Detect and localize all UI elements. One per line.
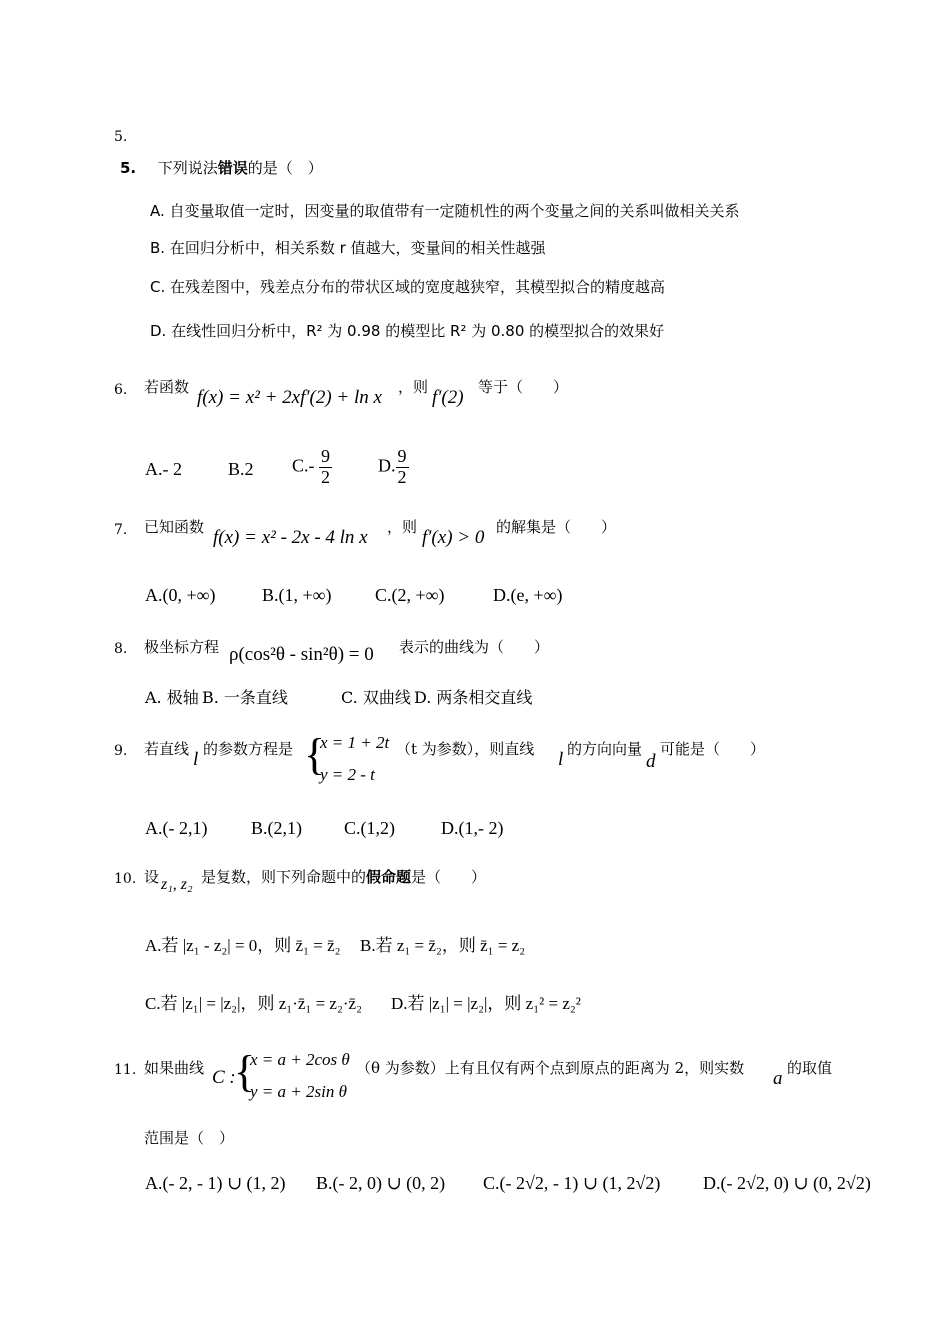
q9-eq1: x = 1 + 2t xyxy=(320,733,390,752)
q6-target: f′(2) xyxy=(432,387,464,408)
q9-stem-prefix: 若直线 xyxy=(144,740,190,758)
q11-equation-system xyxy=(234,1047,354,1112)
q11-option-c: C.(- 2√2, - 1) ∪ (1, 2√2) xyxy=(483,1173,661,1193)
q11-option-a: A.(- 2, - 1) ∪ (1, 2) xyxy=(145,1173,286,1193)
q9-eq2: y = 2 - t xyxy=(320,765,375,784)
q7-suffix: 的解集是（ ） xyxy=(496,518,617,536)
q11-stem-prefix: 如果曲线 xyxy=(144,1059,205,1077)
q9-stem-mid: 的参数方程是 xyxy=(203,740,294,758)
q8-formula: ρ(cos²θ - sin²θ) = 0 xyxy=(229,644,374,665)
q10-stem xyxy=(201,870,486,885)
q8-option-d: D. 两条相交直线 xyxy=(414,688,533,707)
q8-number: 8. xyxy=(114,641,128,657)
q11-line2: 范围是（ ） xyxy=(144,1129,235,1147)
q10-stem-emph: 假命题 xyxy=(366,868,412,886)
q6-option-c-fraction xyxy=(319,447,332,488)
q8-option-c: C. 双曲线 xyxy=(341,688,411,707)
q9-number: 9. xyxy=(114,743,128,759)
q11-var: a xyxy=(773,1068,783,1089)
q7-formula: f(x) = x² - 2x - 4 ln x xyxy=(213,527,368,548)
q10-option-b: B.若 z₁ = z̄₂，则 z̄₁ = z₂ xyxy=(360,936,526,955)
q9-suffix: 可能是（ ） xyxy=(660,740,766,758)
q5-stray-number: 5. xyxy=(114,129,128,145)
q6-option-d xyxy=(378,447,409,488)
q6-stem-prefix: 若函数 xyxy=(144,378,190,396)
q6-option-d-fraction xyxy=(396,447,409,488)
q10-number: 10. xyxy=(114,871,137,887)
q10-option-d: D.若 |z₁| = |z₂|，则 z₁² = z₂² xyxy=(391,994,581,1013)
q6-option-d-label: D. xyxy=(378,455,396,476)
q11-number: 11. xyxy=(114,1062,137,1078)
q11-suffix: 的取值 xyxy=(787,1059,833,1077)
q7-mid: ，则 xyxy=(387,518,418,536)
q7-option-c: C.(2, +∞) xyxy=(375,585,445,605)
q10-vars: z₁, z₂ xyxy=(161,876,193,893)
q9-option-c: C.(1,2) xyxy=(344,818,395,838)
q7-option-b: B.(1, +∞) xyxy=(262,585,332,605)
q5-stem-before: 下列说法 xyxy=(157,159,218,177)
q5-option-b: B. 在回归分析中，相关系数 r 值越大，变量间的相关性越强 xyxy=(150,239,546,257)
q10-option-c: C.若 |z₁| = |z₂|，则 z₁·z̄₁ = z₂·z̄₂ xyxy=(145,994,363,1013)
q5-number: 5. xyxy=(120,159,137,177)
q6-option-b: B.2 xyxy=(228,459,254,479)
q5-stem-emph: 错误 xyxy=(217,159,248,177)
q6-number: 6. xyxy=(114,382,128,398)
q8-option-a: A. 极轴 xyxy=(145,688,199,707)
q7-stem-prefix: 已知函数 xyxy=(144,518,205,536)
q6-option-c-den: 2 xyxy=(321,466,330,487)
q11-param-note: （θ 为参数）上有且仅有两个点到原点的距离为 2，则实数 xyxy=(356,1059,745,1077)
q8-stem-prefix: 极坐标方程 xyxy=(144,638,220,656)
q9-option-a: A.(- 2,1) xyxy=(145,818,208,838)
q6-option-c xyxy=(292,447,332,488)
q7-number: 7. xyxy=(114,522,128,538)
q10-option-a: A.若 |z₁ - z₂| = 0，则 z̄₁ = z̄₂ xyxy=(145,936,341,955)
q6-suffix: 等于（ ） xyxy=(478,378,569,396)
q8-option-b: B. 一条直线 xyxy=(202,688,288,707)
q11-curve: C : xyxy=(212,1067,236,1088)
q9-line-var: l xyxy=(193,749,199,770)
q11-brace: { xyxy=(234,1047,256,1096)
q6-option-d-num: 9 xyxy=(397,446,407,466)
q11-option-b: B.(- 2, 0) ∪ (0, 2) xyxy=(316,1173,446,1193)
q9-equation-system xyxy=(304,730,394,793)
q9-param-note: （t 为参数），则直线 xyxy=(396,740,535,758)
q11-option-d: D.(- 2√2, 0) ∪ (0, 2√2) xyxy=(703,1173,871,1193)
q7-option-d: D.(e, +∞) xyxy=(493,585,563,605)
q10-suffix: 是（ ） xyxy=(411,868,487,886)
q9-option-d: D.(1,- 2) xyxy=(441,818,504,838)
q10-stem-mid: 是复数，则下列命题中的 xyxy=(201,868,367,886)
q9-brace: { xyxy=(304,730,326,779)
q6-option-a: A.- 2 xyxy=(145,459,182,479)
q9-vec-var: d xyxy=(646,751,656,772)
q5-stem xyxy=(120,161,323,176)
q11-eq1: x = a + 2cos θ xyxy=(250,1050,350,1069)
q10-stem-prefix: 设 xyxy=(144,868,160,886)
q11-eq2: y = a + 2sin θ xyxy=(250,1082,347,1101)
q6-option-c-num: 9 xyxy=(321,446,330,466)
q9-stem-tail: 的方向向量 xyxy=(567,740,643,758)
q7-option-a: A.(0, +∞) xyxy=(145,585,216,605)
q7-target: f′(x) > 0 xyxy=(422,527,485,548)
q9-option-b: B.(2,1) xyxy=(251,818,302,838)
q8-suffix: 表示的曲线为（ ） xyxy=(399,638,550,656)
q5-option-d: D. 在线性回归分析中，R² 为 0.98 的模型比 R² 为 0.80 的模型拟合的效果好 xyxy=(150,322,665,340)
q6-option-c-label: C.- xyxy=(292,455,319,476)
q6-mid: ，则 xyxy=(398,378,429,396)
q5-option-a: A. 自变量取值一定时，因变量的取值带有一定随机性的两个变量之间的关系叫做相关关系 xyxy=(150,202,740,220)
q6-option-d-den: 2 xyxy=(397,466,407,487)
q5-stem-after: 的是（ ） xyxy=(247,159,323,177)
q6-formula: f(x) = x² + 2xf′(2) + ln x xyxy=(197,387,382,408)
q9-line-var2: l xyxy=(558,749,564,770)
q5-option-c: C. 在残差图中，残差点分布的带状区域的宽度越狭窄，其模型拟合的精度越高 xyxy=(150,278,666,296)
